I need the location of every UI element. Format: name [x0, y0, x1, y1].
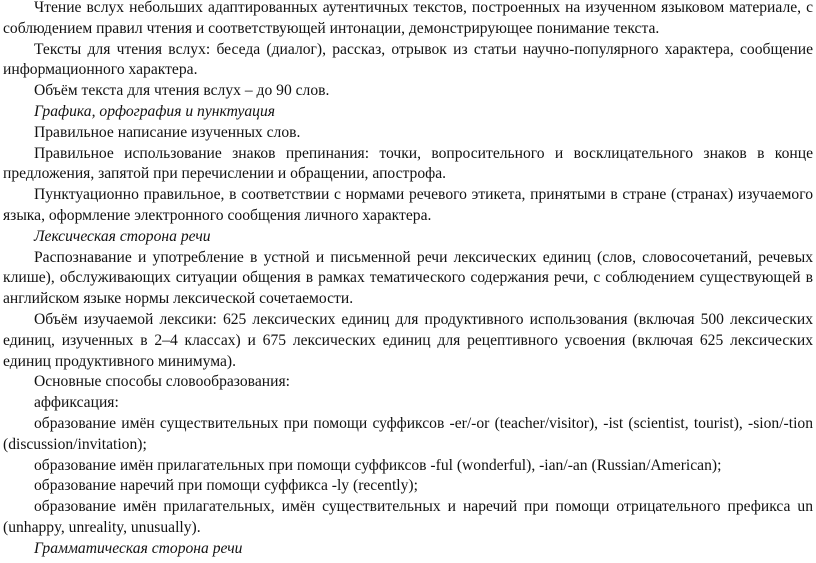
list-item-noun-suffixes: образование имён существительных при помощи суффиксов -er/-or (teacher/visitor), -ist (scientist, tourist), -sion/-tion (discussion/invitation);: [3, 414, 813, 453]
paragraph-spelling: Правильное написание изученных слов.: [34, 123, 301, 141]
paragraph-punctuation-marks: Правильное использование знаков препинания: точки, вопросительного и восклицательного знаков в конце предложения, запятой при перечислении и обращении, апострофа.: [3, 144, 813, 183]
list-item-adverb-suffix: образование наречий при помощи суффикса -ly (recently);: [34, 477, 418, 495]
list-item-adjective-suffixes: образование имён прилагательных при помощи суффиксов -ful (wonderful), -ian/-an (Russian/American);: [34, 456, 722, 474]
section-heading-lexical: Лексическая сторона речи: [34, 227, 211, 245]
paragraph-vocabulary-volume: Объём изучаемой лексики: 625 лексических единиц для продуктивного использования (включая 500 лексических единиц, изученных в 2–4 классах) и 675 лексических единиц для рецептивного усвоения (включая 625 лексических единиц продуктивного минимума).: [3, 310, 813, 370]
paragraph-text-volume: Объём текста для чтения вслух – до 90 слов.: [34, 82, 330, 100]
paragraph-lexical-units: Распознавание и употребление в устной и письменной речи лексических единиц (слов, словосочетаний, речевых клише), обслуживающих ситуации общения в рамках тематического содержания речи, с соблюдением существующей в английском языке нормы лексической сочетаемости.: [3, 248, 813, 308]
paragraph-texts-for-reading: Тексты для чтения вслух: беседа (диалог), рассказ, отрывок из статьи научно-популярного характера, сообщение информационного характера.: [3, 40, 813, 79]
list-item-negative-prefix: образование имён прилагательных, имён существительных и наречий при помощи отрицательного префикса un (unhappy, unreality, unusually).: [3, 498, 813, 536]
section-heading-graphics: Графика, орфография и пунктуация: [34, 102, 276, 120]
paragraph-reading-aloud: Чтение вслух небольших адаптированных аутентичных текстов, построенных на изученном языковом материале, с соблюдением правил чтения и соответствующей интонации, демонстрирующее понимание текста.: [3, 0, 813, 37]
section-heading-grammar: Грамматическая сторона речи: [34, 539, 243, 557]
paragraph-email-punctuation: Пунктуационно правильное, в соответствии с нормами речевого этикета, принятыми в стране (странах) изучаемого языка, оформление электронного сообщения личного характера.: [3, 186, 813, 224]
paragraph-affixation: аффиксация:: [34, 394, 119, 412]
paragraph-word-formation: Основные способы словообразования:: [34, 373, 290, 391]
